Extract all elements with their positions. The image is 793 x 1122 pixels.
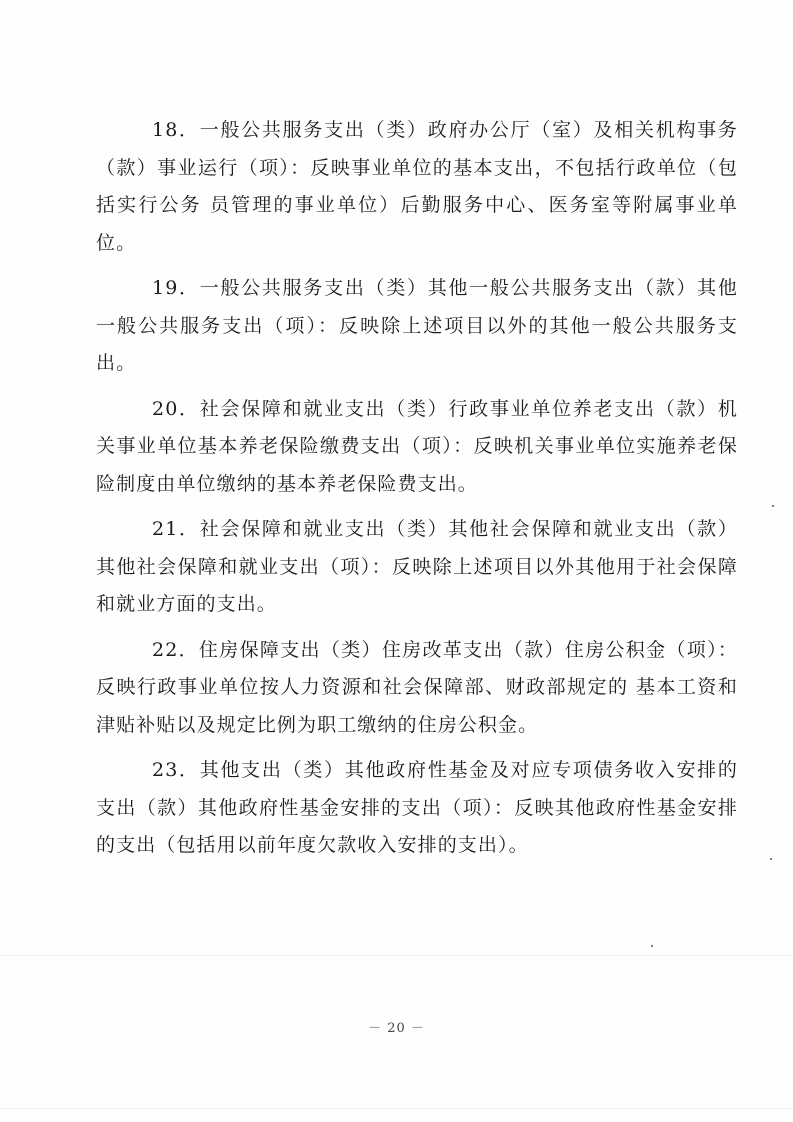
scan-speck bbox=[772, 505, 774, 507]
paragraph-20: 20．社会保障和就业支出（类）行政事业单位养老支出（款）机关事业单位基本养老保险缴费支出（项）：反映机关事业单位实施养老保险制度由单位缴纳的基本养老保险费支出。 bbox=[96, 397, 738, 495]
paragraph-18: 18．一般公共服务支出（类）政府办公厅（室）及相关机构事务（款）事业运行（项）：反映事业单位的基本支出，不包括行政单位（包括实行公务 员管理的事业单位）后勤服务中心、医务室等附属事业单位。 bbox=[96, 119, 738, 254]
page-number: － 20 － bbox=[368, 1021, 425, 1036]
scan-speck bbox=[770, 858, 772, 860]
paragraph-23: 23．其他支出（类）其他政府性基金及对应专项债务收入安排的支出（款）其他政府性基金安排的支出（项）：反映其他政府性基金安排的支出（包括用以前年度欠款收入安排的支出）。 bbox=[96, 759, 738, 856]
paragraph-19: 19．一般公共服务支出（类）其他一般公共服务支出（款）其他一般公共服务支出（项）：反映除上述项目以外的其他一般公共服务支出。 bbox=[96, 277, 738, 374]
document-body bbox=[96, 112, 738, 873]
paragraph-21: 21．社会保障和就业支出（类）其他社会保障和就业支出（款）其他社会保障和就业支出（项）：反映除上述项目以外其他用于社会保障和就业方面的支出。 bbox=[96, 518, 738, 615]
paragraph-22: 22．住房保障支出（类）住房改革支出（款）住房公积金（项）：反映行政事业单位按人力资源和社会保障部、财政部规定的 基本工资和津贴补贴以及规定比例为职工缴纳的住房公积金。 bbox=[96, 638, 738, 736]
scan-artifact-line bbox=[0, 955, 793, 956]
scan-speck bbox=[651, 945, 653, 947]
scan-artifact-line bbox=[0, 1108, 793, 1109]
